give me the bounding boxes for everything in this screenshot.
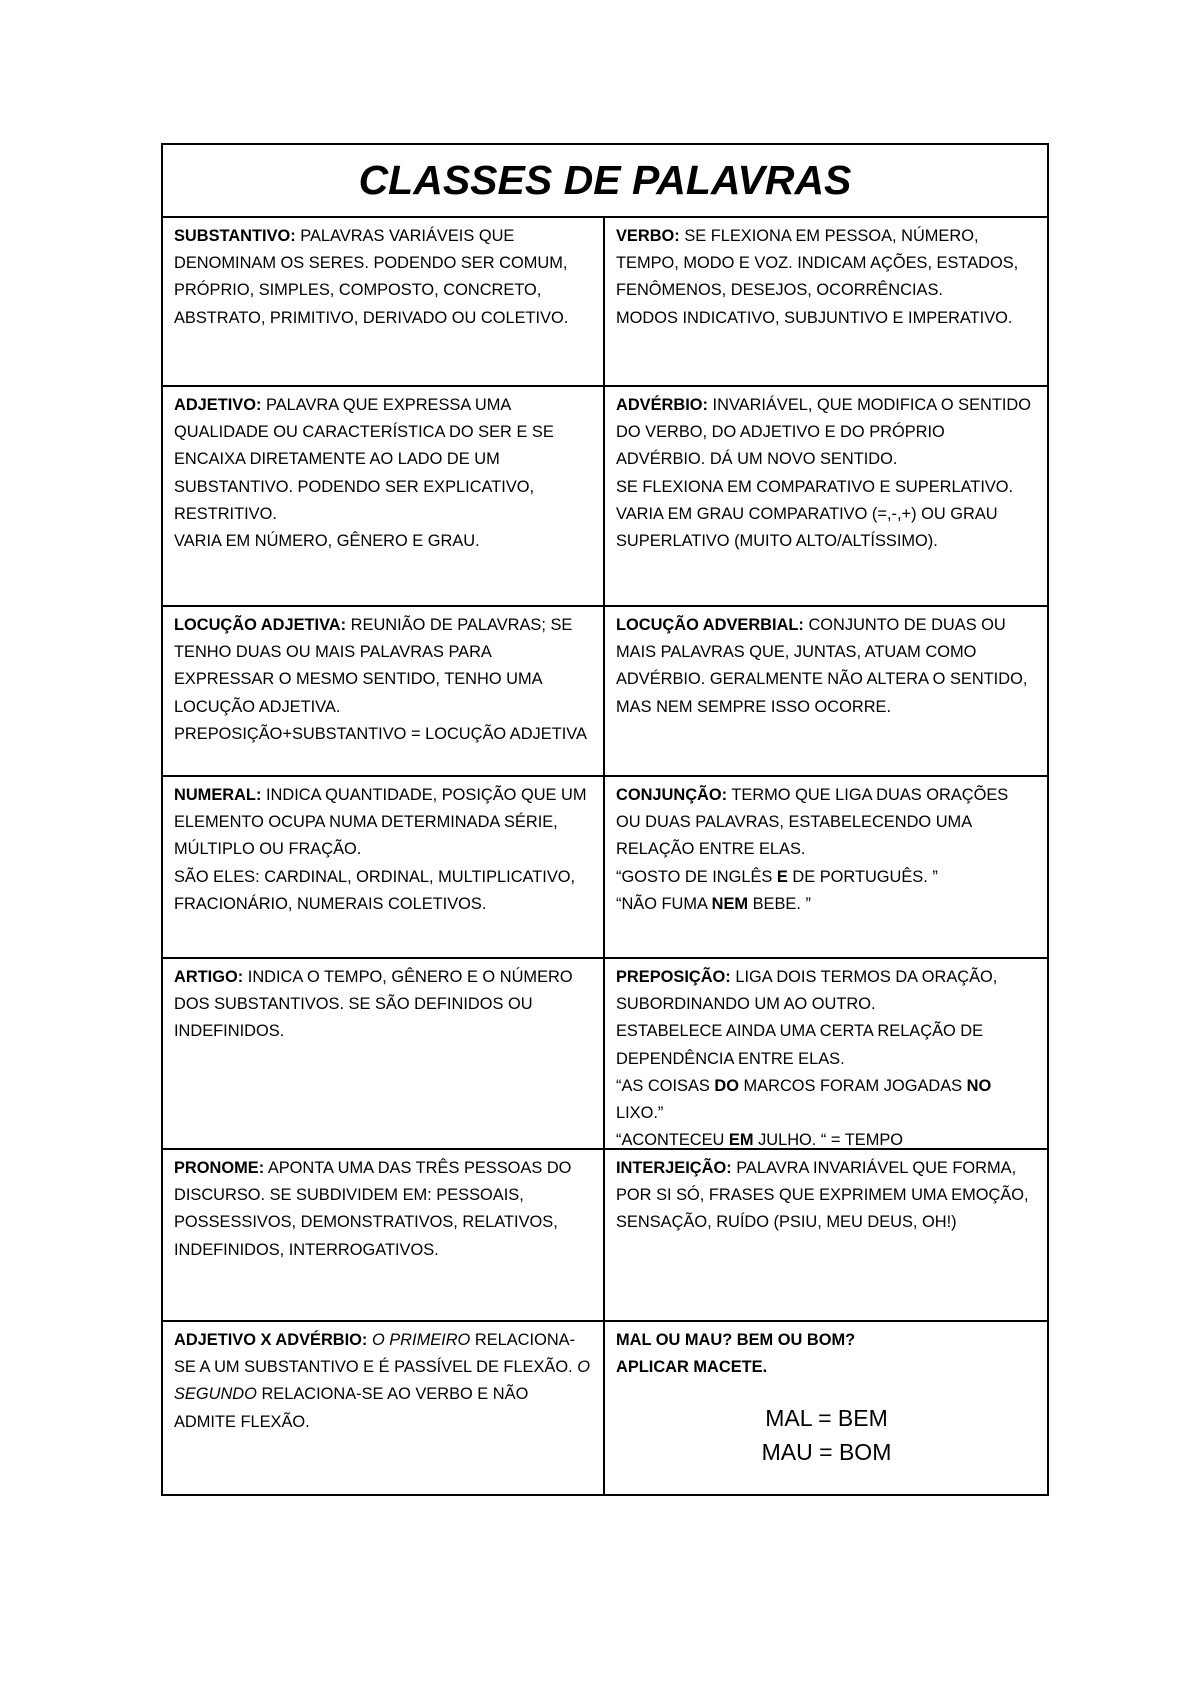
definition-text: MODOS INDICATIVO, SUBJUNTIVO E IMPERATIVO. xyxy=(616,308,1013,327)
cell-conjuncao xyxy=(605,777,1047,957)
definition-text: SÃO ELES: CARDINAL, ORDINAL, MULTIPLICATIVO, FRACIONÁRIO, NUMERAIS COLETIVOS. xyxy=(174,867,576,913)
term-label: LOCUÇÃO ADVERBIAL: xyxy=(616,616,804,634)
definition-text: RELACIONA-SE AO VERBO E NÃO ADMITE FLEXÃO. xyxy=(174,1385,529,1431)
term-label: ADJETIVO: xyxy=(174,396,262,414)
cell-interjeicao xyxy=(605,1150,1047,1320)
title-row xyxy=(163,145,1047,218)
term-label: PREPOSIÇÃO: xyxy=(616,968,731,986)
definition-text: APONTA UMA DAS TRÊS PESSOAS DO DISCURSO. SE SUBDIVIDEM EM: PESSOAIS, POSSESSIVOS, DEMONSTRATIVOS, RELATIVOS, INDEFINIDOS, INTERROGATIVOS. xyxy=(174,1159,572,1259)
definition-text: INDICA QUANTIDADE, POSIÇÃO QUE UM ELEMENTO OCUPA NUMA DETERMINADA SÉRIE, MÚLTIPLO OU FRAÇÃO. xyxy=(174,786,587,859)
cell-locucao-adjetiva xyxy=(163,607,605,775)
cell-pronome xyxy=(163,1150,605,1320)
definition-text: SE FLEXIONA EM COMPARATIVO E SUPERLATIVO. xyxy=(616,477,1014,496)
table-row xyxy=(163,777,1047,959)
definition-text: ESTABELECE AINDA UMA CERTA RELAÇÃO DE DEPENDÊNCIA ENTRE ELAS. xyxy=(616,1022,984,1068)
macete-rule: MAU = BOM xyxy=(761,1439,892,1466)
classes-table xyxy=(161,143,1049,1496)
term-label: INTERJEIÇÃO: xyxy=(616,1159,732,1177)
table-row xyxy=(163,607,1047,777)
definition-text: VARIA EM GRAU COMPARATIVO (=,-,+) OU GRAU SUPERLATIVO (MUITO ALTO/ALTÍSSIMO). xyxy=(616,504,998,551)
cell-macete xyxy=(605,1322,1047,1494)
term-label: ADJETIVO X ADVÉRBIO: xyxy=(174,1331,368,1349)
emphasis-text: O SEGUNDO xyxy=(174,1358,590,1404)
definition-text: CONJUNTO DE DUAS OU MAIS PALAVRAS QUE, JUNTAS, ATUAM COMO ADVÉRBIO. GERALMENTE NÃO ALTERA O SENTIDO, MAS NEM SEMPRE ISSO OCORRE. xyxy=(616,616,1028,716)
definition-text: PALAVRA QUE EXPRESSA UMA QUALIDADE OU CARACTERÍSTICA DO SER E SE ENCAIXA DIRETAMENTE AO LADO DE UM SUBSTANTIVO. PODENDO SER EXPLICATIVO, RESTRITIVO. xyxy=(174,396,554,523)
term-label: ARTIGO: xyxy=(174,968,244,986)
cell-substantivo xyxy=(163,218,605,385)
macete-rules xyxy=(616,1401,1037,1469)
definition-text: SE FLEXIONA EM PESSOA, NÚMERO, TEMPO, MODO E VOZ. INDICAM AÇÕES, ESTADOS, FENÔMENOS, DESEJOS, OCORRÊNCIAS. xyxy=(616,227,1019,300)
example-text: “AS COISAS DO MARCOS FORAM JOGADAS NO LIXO.” xyxy=(616,1076,992,1123)
emphasis-text: O PRIMEIRO xyxy=(371,1331,471,1349)
definition-text: INDICA O TEMPO, GÊNERO E O NÚMERO DOS SUBSTANTIVOS. SE SÃO DEFINIDOS OU INDEFINIDOS. xyxy=(174,968,573,1041)
term-label: SUBSTANTIVO: xyxy=(174,227,296,245)
table-row xyxy=(163,959,1047,1150)
definition-text: INVARIÁVEL, QUE MODIFICA O SENTIDO DO VERBO, DO ADJETIVO E DO PRÓPRIO ADVÉRBIO. DÁ UM NOVO SENTIDO. xyxy=(616,396,1032,469)
example-text: “NÃO FUMA NEM BEBE. ” xyxy=(616,894,811,913)
term-label: PRONOME: xyxy=(174,1159,265,1177)
definition-text: VARIA EM NÚMERO, GÊNERO E GRAU. xyxy=(174,532,480,551)
table-row xyxy=(163,1322,1047,1494)
cell-adjetivo xyxy=(163,387,605,605)
table-row xyxy=(163,1150,1047,1322)
term-label: VERBO: xyxy=(616,227,680,245)
term-label: NUMERAL: xyxy=(174,786,262,804)
macete-heading: MAL OU MAU? BEM OU BOM? xyxy=(616,1331,856,1349)
term-label: ADVÉRBIO: xyxy=(616,396,708,414)
example-text: “GOSTO DE INGLÊS E DE PORTUGUÊS. ” xyxy=(616,867,938,886)
table-row xyxy=(163,387,1047,607)
term-label: CONJUNÇÃO: xyxy=(616,786,728,804)
page-title: CLASSES DE PALAVRAS xyxy=(358,157,852,203)
cell-preposicao xyxy=(605,959,1047,1148)
definition-text: RELACIONA-SE A UM SUBSTANTIVO E É PASSÍVEL DE FLEXÃO. xyxy=(174,1331,576,1377)
definition-text: REUNIÃO DE PALAVRAS; SE TENHO DUAS OU MAIS PALAVRAS PARA EXPRESSAR O MESMO SENTIDO, TENHO UMA LOCUÇÃO ADJETIVA. xyxy=(174,616,573,716)
definition-text: TERMO QUE LIGA DUAS ORAÇÕES OU DUAS PALAVRAS, ESTABELECENDO UMA RELAÇÃO ENTRE ELAS. xyxy=(616,786,1009,859)
example-text: “ACONTECEU EM JULHO. “ = TEMPO xyxy=(616,1131,904,1148)
macete-rule: MAL = BEM xyxy=(765,1405,888,1432)
definition-text: PALAVRA INVARIÁVEL QUE FORMA, POR SI SÓ, FRASES QUE EXPRIMEM UMA EMOÇÃO, SENSAÇÃO, RUÍDO (PSIU, MEU DEUS, OH!) xyxy=(616,1159,1029,1232)
cell-adverbio xyxy=(605,387,1047,605)
definition-text: LIGA DOIS TERMOS DA ORAÇÃO, SUBORDINANDO UM AO OUTRO. xyxy=(616,968,998,1014)
term-label: LOCUÇÃO ADJETIVA: xyxy=(174,616,347,634)
definition-text: PREPOSIÇÃO+SUBSTANTIVO = LOCUÇÃO ADJETIVA xyxy=(174,724,587,743)
cell-artigo xyxy=(163,959,605,1148)
table-row xyxy=(163,218,1047,387)
cell-verbo xyxy=(605,218,1047,385)
cell-locucao-adverbial xyxy=(605,607,1047,775)
cell-adjetivo-x-adverbio xyxy=(163,1322,605,1494)
cell-numeral xyxy=(163,777,605,957)
macete-subheading: APLICAR MACETE. xyxy=(616,1358,768,1377)
definition-text: PALAVRAS VARIÁVEIS QUE DENOMINAM OS SERES. PODENDO SER COMUM, PRÓPRIO, SIMPLES, COMPOSTO, CONCRETO, ABSTRATO, PRIMITIVO, DERIVADO OU COLETIVO. xyxy=(174,227,569,327)
